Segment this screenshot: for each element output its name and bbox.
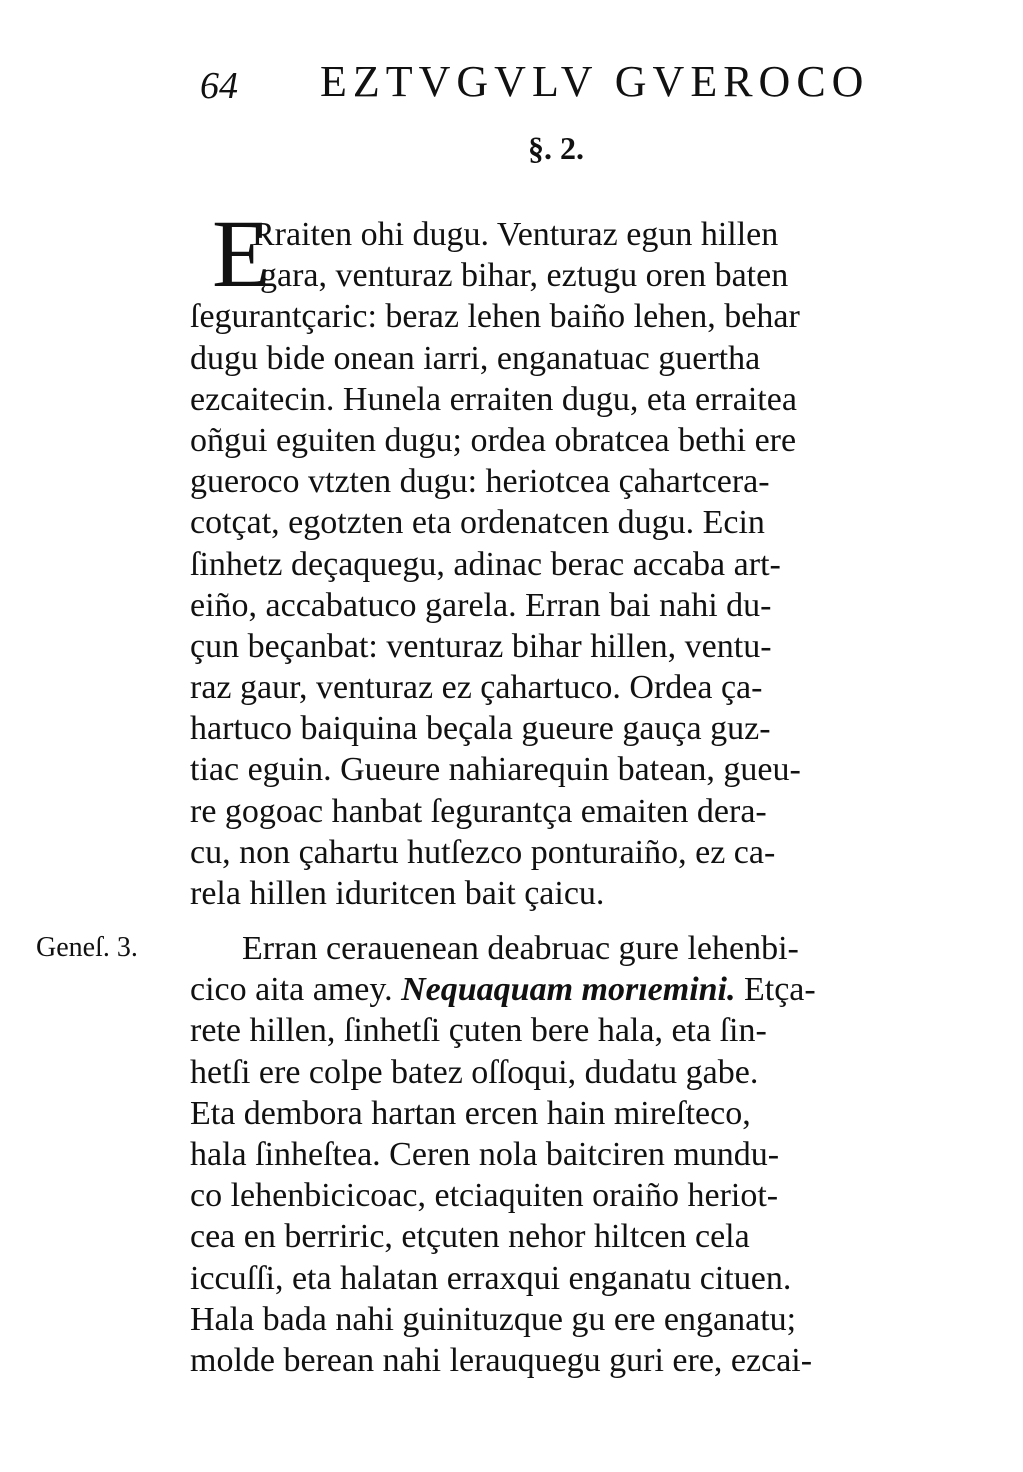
- text-line: molde berean nahi lerauquegu guri ere, ezcai-: [190, 1341, 813, 1379]
- page-header: [200, 56, 900, 116]
- text-line: ſinhetz deçaquegu, adinac berac accaba art-: [190, 545, 781, 583]
- text-line: Hala bada nahi guinituzque gu ere enganatu;: [190, 1300, 797, 1338]
- text-line: Rraiten ohi dugu. Venturaz egun hillen: [252, 216, 779, 253]
- text-segment: cico aita amey.: [190, 971, 402, 1009]
- text-line-with-quote: [190, 969, 930, 1010]
- text-line: cu, non çahartu hutſezco ponturaiño, ez ca-: [190, 833, 776, 871]
- running-title: EZTVGVLV GVEROCO: [320, 57, 870, 106]
- text-line: Erran cerauenean deabruac gure lehenbi-: [242, 930, 799, 967]
- text-line: ſegurantçaric: beraz lehen baiño lehen, behar: [190, 298, 800, 336]
- text-line: tiac eguin. Gueure nahiarequin batean, gueu-: [190, 751, 801, 789]
- text-line: cea en berriric, etçuten nehor hiltcen cela: [190, 1218, 750, 1256]
- text-line: ezcaitecin. Hunela erraiten dugu, eta erraitea: [190, 380, 797, 418]
- text-line: cotçat, egotzten eta ordenatcen dugu. Ecin: [190, 504, 765, 542]
- paragraph-1: [190, 200, 930, 914]
- paragraph-2: [190, 928, 930, 1381]
- text-line: iccuſſi, eta halatan erraxqui enganatu cituen.: [190, 1259, 792, 1297]
- text-line: raz gaur, venturaz ez çahartuco. Ordea ça-: [190, 669, 763, 707]
- text-line: hartuco baiquina beçala gueure gauça guz-: [190, 710, 771, 748]
- text-segment: Etça-: [735, 971, 816, 1009]
- text-line: hala ſinheſtea. Ceren nola baitciren mundu-: [190, 1135, 780, 1173]
- page-number: 64: [200, 65, 238, 107]
- margin-note: Geneſ. 3.: [36, 932, 138, 963]
- text-line: Eta dembora hartan ercen hain mireſteco,: [190, 1094, 751, 1132]
- text-line: gara, venturaz bihar, eztugu oren baten: [260, 257, 789, 295]
- latin-quote: Nequaquam morıemini.: [401, 971, 736, 1009]
- text-line: rela hillen iduritcen bait çaicu.: [190, 875, 605, 912]
- text-line: oñgui eguiten dugu; ordea obratcea bethi ere: [190, 421, 797, 459]
- text-line: re gogoac hanbat ſegurantça emaiten dera-: [190, 792, 767, 830]
- text-line: çun beçanbat: venturaz bihar hillen, ventu-: [190, 627, 772, 665]
- text-line: co lehenbicicoac, etciaquiten oraiño heriot-: [190, 1177, 779, 1215]
- text-line: eiño, accabatuco garela. Erran bai nahi du-: [190, 586, 772, 624]
- drop-cap: E: [212, 200, 271, 307]
- text-line: gueroco vtzten dugu: heriotcea çahartcera-: [190, 463, 770, 501]
- text-line: dugu bide onean iarri, enganatuac guertha: [190, 339, 761, 377]
- section-mark: §. 2.: [528, 130, 584, 166]
- text-line: hetſi ere colpe batez oſſoqui, dudatu gabe.: [190, 1053, 759, 1091]
- text-line: rete hillen, ſinhetſi çuten bere hala, eta ſin-: [190, 1012, 767, 1050]
